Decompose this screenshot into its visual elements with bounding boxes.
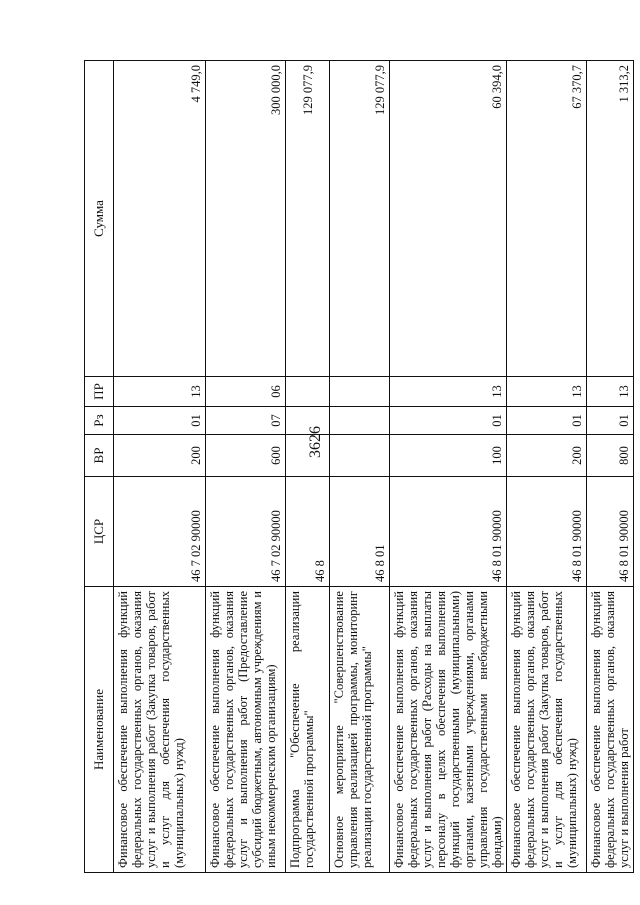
table-row bbox=[587, 61, 634, 873]
row-rz bbox=[330, 407, 390, 435]
row-csr: 46 7 02 90000 bbox=[114, 477, 206, 587]
row-pr: 13 bbox=[507, 377, 587, 407]
row-csr: 46 8 bbox=[286, 477, 330, 587]
header-vr: ВР bbox=[85, 435, 114, 477]
row-name: Финансовое обеспечение выполнения функций федеральных государственных органов, оказания услуг и выполнения работ bbox=[587, 587, 634, 873]
row-pr bbox=[286, 377, 330, 407]
row-pr: 13 bbox=[114, 377, 206, 407]
row-sum: 60 394,0 bbox=[390, 61, 507, 377]
row-vr bbox=[330, 435, 390, 477]
row-csr: 46 8 01 90000 bbox=[507, 477, 587, 587]
page-number: 3626 bbox=[307, 426, 324, 458]
header-name: Наименование bbox=[85, 587, 114, 873]
table-row bbox=[507, 61, 587, 873]
row-csr: 46 7 02 90000 bbox=[206, 477, 286, 587]
row-rz: 01 bbox=[390, 407, 507, 435]
row-rz: 01 bbox=[114, 407, 206, 435]
row-name: Финансовое обеспечение выполнения функций федеральных государственных органов, оказания услуг и выполнения работ (Закупка товаров, работ и услуг для обеспечения государственных (муниципальных) нужд) bbox=[114, 587, 206, 873]
row-name: Подпрограмма "Обеспечение реализации государственной программы" bbox=[286, 587, 330, 873]
row-csr: 46 8 01 bbox=[330, 477, 390, 587]
row-name: Финансовое обеспечение выполнения функций федеральных государственных органов, оказания услуг и выполнения работ (Расходы на выплаты персоналу в целях обеспечения выполнения функций государственными (муниципальными) органами, казенными учреждениями, органами управления государственными внебюджетными фондами) bbox=[390, 587, 507, 873]
row-name: Основное мероприятие "Совершенствование управления реализацией программы, мониторинг реализации государственной программы" bbox=[330, 587, 390, 873]
row-pr: 13 bbox=[587, 377, 634, 407]
header-sum: Сумма bbox=[85, 61, 114, 377]
table-row bbox=[390, 61, 507, 873]
row-rz bbox=[286, 407, 330, 435]
table-row bbox=[114, 61, 206, 873]
row-rz: 01 bbox=[507, 407, 587, 435]
row-sum: 300 000,0 bbox=[206, 61, 286, 377]
row-sum: 129 077,9 bbox=[286, 61, 330, 377]
row-rz: 01 bbox=[587, 407, 634, 435]
row-vr: 200 bbox=[114, 435, 206, 477]
row-csr: 46 8 01 90000 bbox=[587, 477, 634, 587]
row-name: Финансовое обеспечение выполнения функций федеральных государственных органов, оказания услуг и выполнения работ (Закупка товаров, работ и услуг для обеспечения государственных (муниципальных) нужд) bbox=[507, 587, 587, 873]
header-pr: ПР bbox=[85, 377, 114, 407]
table-row bbox=[206, 61, 286, 873]
row-pr: 13 bbox=[390, 377, 507, 407]
row-vr: 200 bbox=[507, 435, 587, 477]
row-pr: 06 bbox=[206, 377, 286, 407]
table-row bbox=[286, 61, 330, 873]
header-csr: ЦСР bbox=[85, 477, 114, 587]
row-sum: 67 370,7 bbox=[507, 61, 587, 377]
budget-table-rotated bbox=[84, 61, 631, 873]
row-vr bbox=[286, 435, 330, 477]
row-vr: 100 bbox=[390, 435, 507, 477]
header-row bbox=[85, 61, 114, 873]
row-sum: 129 077,9 bbox=[330, 61, 390, 377]
row-name: Финансовое обеспечение выполнения функций федеральных государственных органов, оказания услуг и выполнения работ (Предоставление субсидий бюджетным, автономным учреждениям и иным некоммерческим организациям) bbox=[206, 587, 286, 873]
row-rz: 07 bbox=[206, 407, 286, 435]
header-rz: Рз bbox=[85, 407, 114, 435]
row-vr: 600 bbox=[206, 435, 286, 477]
row-pr bbox=[330, 377, 390, 407]
row-csr: 46 8 01 90000 bbox=[390, 477, 507, 587]
table-row bbox=[330, 61, 390, 873]
row-sum: 4 749,0 bbox=[114, 61, 206, 377]
row-vr: 800 bbox=[587, 435, 634, 477]
row-sum: 1 313,2 bbox=[587, 61, 634, 377]
budget-table bbox=[84, 60, 634, 873]
